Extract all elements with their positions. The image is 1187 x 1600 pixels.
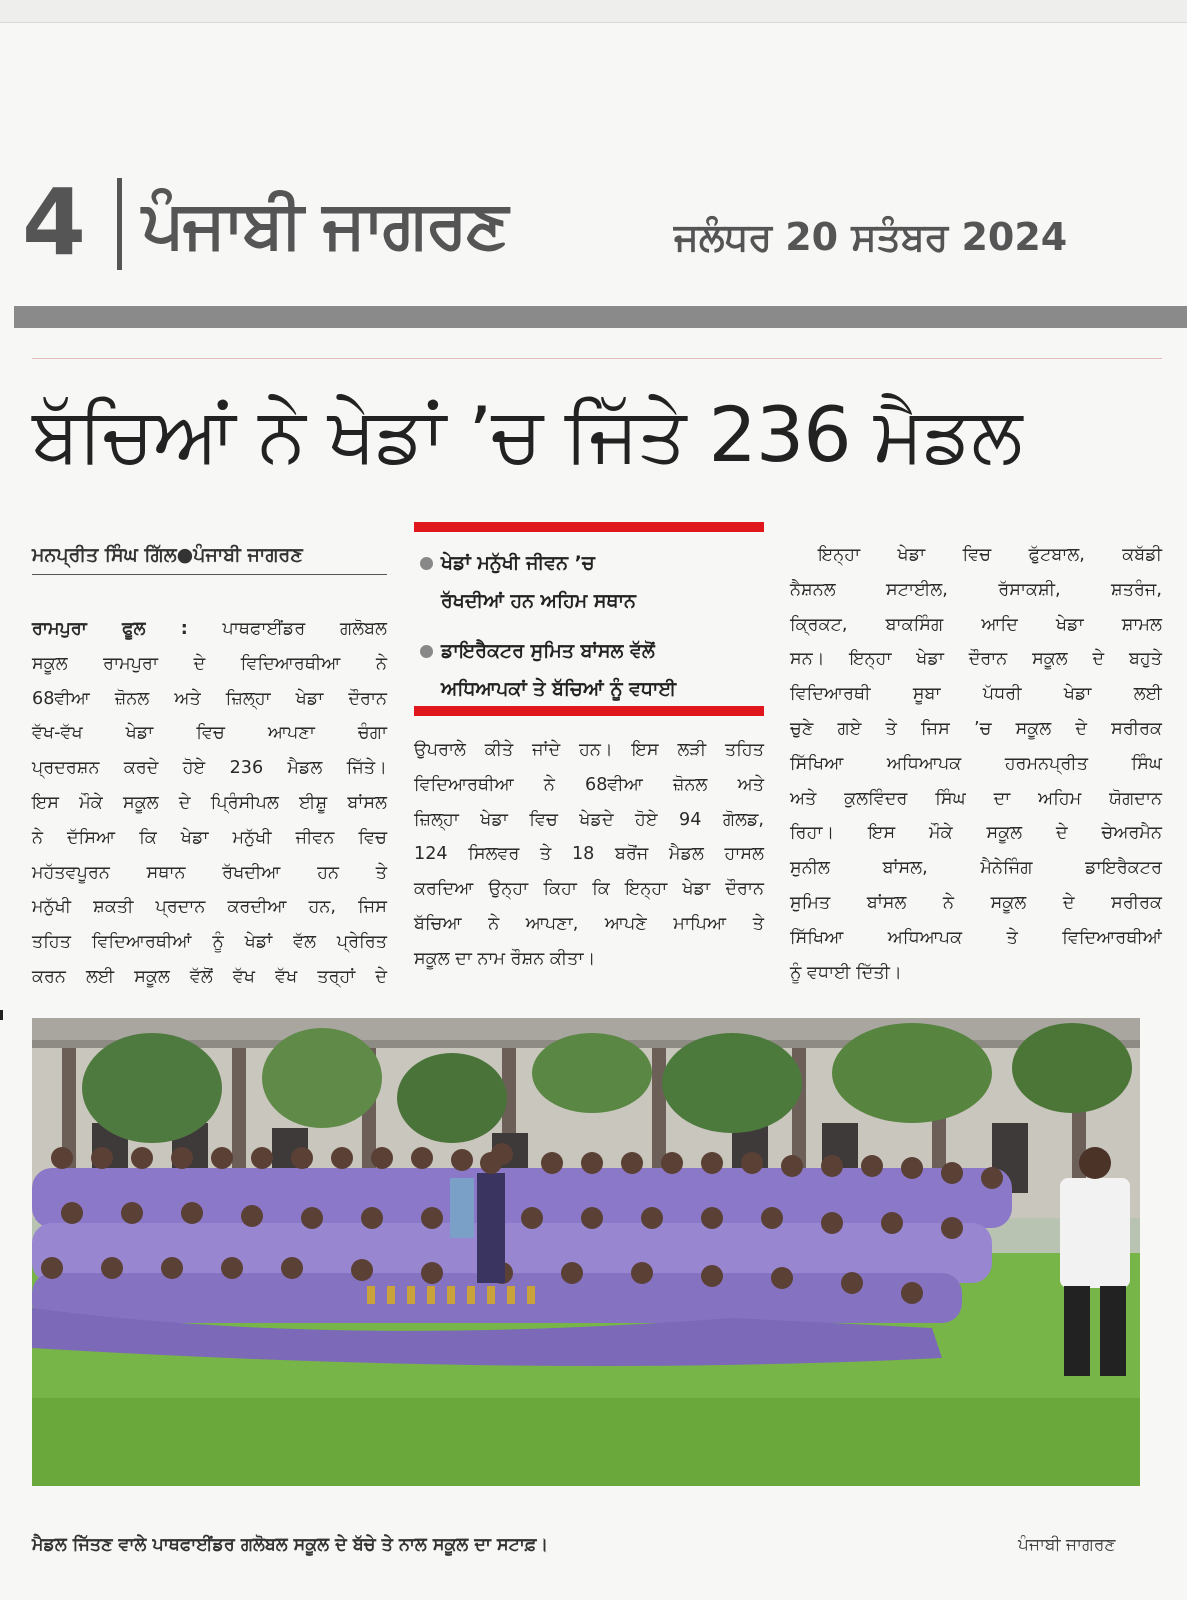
column-line: ਨੂੰ ਵਧਾਈ ਦਿੱਤੀ। (790, 962, 902, 983)
column-line: ਕ੍ਰਿਕਟ, ਬਾਕਸਿੰਗ ਆਦਿ ਖੇਡਾ ਸ਼ਾਮਲ (790, 614, 1162, 635)
column-line: ਸਿੱਖਿਆ ਅਧਿਆਪਕ ਤੇ ਵਿਦਿਆਰਥੀਆਂ (790, 927, 1162, 948)
highlight-item: ਡਾਇਰੈਕਟਰ ਸੁਮਿਤ ਬਾਂਸਲ ਵੱਲੋਂ ਅਧਿਆਪਕਾਂ ਤੇ ਬੱਚਿਆਂ ਨੂੰ ਵਧਾਈ (414, 632, 764, 708)
column-line: ਨੈਸ਼ਨਲ ਸਟਾਈਲ, ਰੱਸਾਕਸ਼ੀ, ਸ਼ਤਰੰਜ, (790, 579, 1162, 600)
article-byline: ਮਨਪ੍ਰੀਤ ਸਿੰਘ ਗਿੱਲ●ਪੰਜਾਬੀ ਜਾਗਰਣ (32, 540, 387, 575)
photo-caption: ਮੈਡਲ ਜਿੱਤਣ ਵਾਲੇ ਪਾਥਫਾਈਂਡਰ ਗਲੋਬਲ ਸਕੂਲ ਦੇ ਬੱਚੇ ਤੇ ਨਾਲ ਸਕੂਲ ਦਾ ਸਟਾਫ਼। (32, 1535, 549, 1555)
bullet-icon (420, 557, 433, 570)
article-column-1 (32, 612, 387, 995)
column-line: ਨੇ ਦੱਸਿਆ ਕਿ ਖੇਡਾ ਮਨੁੱਖੀ ਜੀਵਨ ਵਿਚ (32, 827, 387, 848)
column-line: ਪ੍ਰਦਰਸ਼ਨ ਕਰਦੇ ਹੋਏ 236 ਮੈਡਲ ਜਿੱਤੇ। (32, 758, 387, 779)
highlight-box (414, 522, 764, 724)
column-line: ਵੱਖ-ਵੱਖ ਖੇਡਾ ਵਿਚ ਆਪਣਾ ਚੰਗਾ (32, 723, 387, 744)
column-line: ਮਹੱਤਵਪੂਰਨ ਸਥਾਨ ਰੱਖਦੀਆ ਹਨ ਤੇ (32, 862, 387, 883)
column-line: ਸਨ। ਇਨ੍ਹਾ ਖੇਡਾ ਦੌਰਾਨ ਸਕੂਲ ਦੇ ਬਹੁਤੇ (790, 649, 1162, 670)
column-line: ਕਰਦਿਆ ਉਨ੍ਹਾ ਕਿਹਾ ਕਿ ਇਨ੍ਹਾ ਖੇਡਾ ਦੌਰਾਨ (414, 879, 764, 900)
column-line: ਤਹਿਤ ਵਿਦਿਆਰਥੀਆਂ ਨੂੰ ਖੇਡਾਂ ਵੱਲ ਪ੍ਰੇਰਿਤ (32, 932, 387, 953)
column-line: ਵਿਦਿਆਰਥੀਆ ਨੇ 68ਵੀਆ ਜ਼ੋਨਲ ਅਤੇ (414, 774, 764, 795)
column-line: ਵਿਦਿਆਰਥੀ ਸੂਬਾ ਪੱਧਰੀ ਖੇਡਾ ਲਈ (790, 684, 1162, 705)
group-photo (32, 1018, 1140, 1486)
dateline-place: ਰਾਮਪੁਰਾ ਫੂਲ : (32, 619, 188, 639)
column-line: ਸੁਨੀਲ ਬਾਂਸਲ, ਮੈਨੇਜਿੰਗ ਡਾਇਰੈਕਟਰ (790, 858, 1162, 879)
students-group (32, 1143, 1012, 1366)
newspaper-name: ਪੰਜਾਬੀ ਜਾਗਰਣ (142, 186, 507, 263)
page-edge-mark (0, 1010, 3, 1020)
column-line: 124 ਸਿਲਵਰ ਤੇ 18 ਬਰੋਂਜ ਮੈਡਲ ਹਾਸਲ (414, 844, 764, 865)
bullet-icon (420, 645, 433, 658)
column-line: ਮਨੁੱਖੀ ਸ਼ਕਤੀ ਪ੍ਰਦਾਨ ਕਰਦੀਆ ਹਨ, ਜਿਸ (32, 897, 387, 918)
column-line: 68ਵੀਆ ਜ਼ੋਨਲ ਅਤੇ ਜ਼ਿਲ੍ਹਾ ਖੇਡਾ ਦੌਰਾਨ (32, 688, 387, 709)
column-line: ਉਪਰਾਲੇ ਕੀਤੇ ਜਾਂਦੇ ਹਨ। ਇਸ ਲੜੀ ਤਹਿਤ (414, 740, 764, 760)
masthead-divider (117, 178, 122, 270)
column-line: ਸੁਮਿਤ ਬਾਂਸਲ ਨੇ ਸਕੂਲ ਦੇ ਸਰੀਰਕ (790, 892, 1162, 913)
trophies (367, 1286, 535, 1304)
masthead-rule (14, 306, 1187, 328)
column-line: ਸਿੱਖਿਆ ਅਧਿਆਪਕ ਹਰਮਨਪ੍ਰੀਤ ਸਿੰਘ (790, 753, 1162, 774)
highlight-top-rule (414, 522, 764, 532)
article-headline: ਬੱਚਿਆਂ ਨੇ ਖੇਡਾਂ ’ਚ ਜਿੱਤੇ 236 ਮੈਡਲ (32, 390, 1022, 479)
column-line: ਸਕੂਲ ਰਾਮਪੁਰਾ ਦੇ ਵਿਦਿਆਰਥੀਆ ਨੇ (32, 653, 387, 674)
column-line: ਇਸ ਮੌਕੇ ਸਕੂਲ ਦੇ ਪ੍ਰਿੰਸੀਪਲ ਈਸ਼ੂ ਬਾਂਸਲ (32, 792, 387, 813)
column-line: ਇਨ੍ਹਾ ਖੇਡਾ ਵਿਚ ਫੁੱਟਬਾਲ, ਕਬੱਡੀ (818, 545, 1162, 565)
page-top-strip (0, 0, 1187, 23)
column-line: ਜ਼ਿਲ੍ਹਾ ਖੇਡਾ ਵਿਚ ਖੇਡਦੇ ਹੋਏ 94 ਗੋਲਡ, (414, 809, 764, 830)
page-number: 4 (22, 169, 87, 276)
column-line: ਸਕੂਲ ਦਾ ਨਾਮ ਰੌਸ਼ਨ ਕੀਤਾ। (414, 948, 596, 969)
headline-top-rule (32, 358, 1162, 359)
column-line: ਬੱਚਿਆ ਨੇ ਆਪਣਾ, ਆਪਣੇ ਮਾਪਿਆ ਤੇ (414, 913, 764, 934)
article-column-2 (414, 733, 764, 977)
article-column-3 (790, 538, 1162, 990)
column-line: ਕਰਨ ਲਈ ਸਕੂਲ ਵੱਲੋਂ ਵੱਖ ਵੱਖ ਤਰ੍ਹਾਂ ਦੇ (32, 966, 387, 987)
column-line: ਪਾਥਫਾਈਂਡਰ ਗਲੋਬਲ (222, 619, 387, 639)
photo-credit: ਪੰਜਾਬੀ ਜਾਗਰਣ (1018, 1535, 1116, 1555)
highlight-bottom-rule (414, 706, 764, 716)
column-line: ਰਿਹਾ। ਇਸ ਮੌਕੇ ਸਕੂਲ ਦੇ ਚੇਅਰਮੈਨ (790, 823, 1162, 844)
column-line: ਅਤੇ ਕੁਲਵਿੰਦਰ ਸਿੰਘ ਦਾ ਅਹਿਮ ਯੋਗਦਾਨ (790, 788, 1162, 809)
lawn-foreground (32, 1398, 1140, 1486)
masthead (14, 168, 1174, 288)
edition-dateline: ਜਲੰਧਰ 20 ਸਤੰਬਰ 2024 (674, 215, 1068, 259)
column-line: ਚੁਣੇ ਗਏ ਤੇ ਜਿਸ ’ਚ ਸਕੂਲ ਦੇ ਸਰੀਰਕ (790, 718, 1162, 739)
highlight-item: ਖੇਡਾਂ ਮਨੁੱਖੀ ਜੀਵਨ ’ਚ ਰੱਖਦੀਆਂ ਹਨ ਅਹਿਮ ਸਥਾਨ (414, 544, 764, 620)
